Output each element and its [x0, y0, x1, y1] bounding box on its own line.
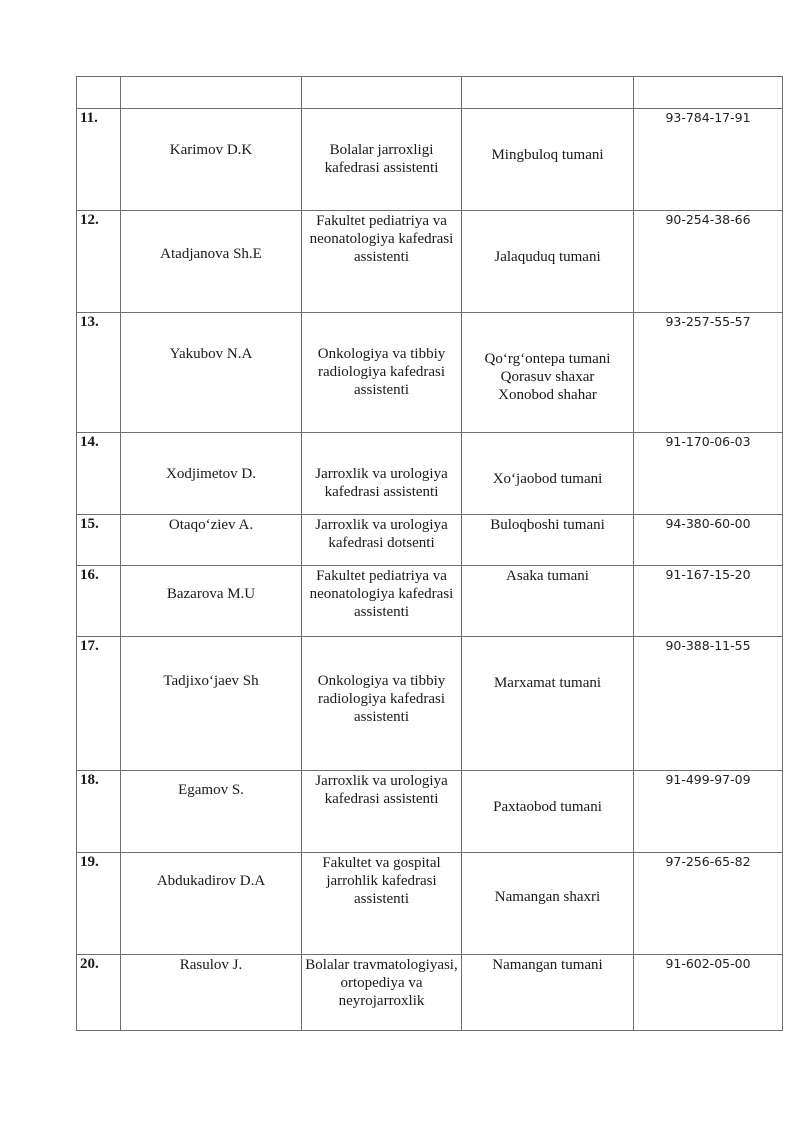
row-number: 18. [77, 771, 121, 853]
person-name: Karimov D.K [121, 109, 302, 211]
department: Fakultet pediatriya va neonatologiya kafedrasi assistenti [302, 566, 462, 637]
person-name: Atadjanova Sh.E [121, 211, 302, 313]
person-name: Rasulov J. [121, 955, 302, 1031]
department: Fakultet va gospital jarrohlik kafedrasi assistenti [302, 853, 462, 955]
table-header-row-empty [77, 77, 783, 109]
department: Bolalar jarroxligi kafedrasi assistenti [302, 109, 462, 211]
person-name: Otaqo‘ziev A. [121, 515, 302, 566]
table-row [77, 771, 783, 853]
row-number: 19. [77, 853, 121, 955]
person-name: Tadjixo‘jaev Sh [121, 637, 302, 771]
row-number: 12. [77, 211, 121, 313]
row-number: 16. [77, 566, 121, 637]
phone-number: 93-784-17-91 [634, 109, 783, 211]
district: Namangan tumani [462, 955, 634, 1031]
row-number: 14. [77, 433, 121, 515]
staff-district-table [76, 76, 783, 1031]
phone-number: 97-256-65-82 [634, 853, 783, 955]
person-name: Abdukadirov D.A [121, 853, 302, 955]
table-row [77, 566, 783, 637]
district: Marxamat tumani [462, 637, 634, 771]
row-number: 15. [77, 515, 121, 566]
department: Fakultet pediatriya va neonatologiya kafedrasi assistenti [302, 211, 462, 313]
person-name: Yakubov N.A [121, 313, 302, 433]
row-number: 13. [77, 313, 121, 433]
department: Onkologiya va tibbiy radiologiya kafedrasi assistenti [302, 637, 462, 771]
person-name: Bazarova M.U [121, 566, 302, 637]
district: Buloqboshi tumani [462, 515, 634, 566]
district: Jalaquduq tumani [462, 211, 634, 313]
table-row [77, 313, 783, 433]
department: Jarroxlik va urologiya kafedrasi assistenti [302, 771, 462, 853]
department: Jarroxlik va urologiya kafedrasi assistenti [302, 433, 462, 515]
row-number: 17. [77, 637, 121, 771]
person-name: Egamov S. [121, 771, 302, 853]
empty-header-cell [77, 77, 121, 109]
table-row [77, 515, 783, 566]
phone-number: 90-388-11-55 [634, 637, 783, 771]
district: Qo‘rg‘ontepa tumani Qorasuv shaxar Xonobod shahar [462, 313, 634, 433]
table-row [77, 211, 783, 313]
phone-number: 91-170-06-03 [634, 433, 783, 515]
department: Jarroxlik va urologiya kafedrasi dotsenti [302, 515, 462, 566]
table-row [77, 955, 783, 1031]
phone-number: 93-257-55-57 [634, 313, 783, 433]
district: Namangan shaxri [462, 853, 634, 955]
table-row [77, 109, 783, 211]
phone-number: 91-167-15-20 [634, 566, 783, 637]
table-row [77, 853, 783, 955]
department: Bolalar travmatologiyasi, ortopediya va neyrojarroxlik [302, 955, 462, 1031]
district: Paxtaobod tumani [462, 771, 634, 853]
district: Mingbuloq tumani [462, 109, 634, 211]
phone-number: 90-254-38-66 [634, 211, 783, 313]
phone-number: 91-499-97-09 [634, 771, 783, 853]
district: Asaka tumani [462, 566, 634, 637]
department: Onkologiya va tibbiy radiologiya kafedrasi assistenti [302, 313, 462, 433]
empty-header-cell [634, 77, 783, 109]
person-name: Xodjimetov D. [121, 433, 302, 515]
table-row [77, 637, 783, 771]
row-number: 20. [77, 955, 121, 1031]
phone-number: 94-380-60-00 [634, 515, 783, 566]
empty-header-cell [462, 77, 634, 109]
table-row [77, 433, 783, 515]
row-number: 11. [77, 109, 121, 211]
phone-number: 91-602-05-00 [634, 955, 783, 1031]
empty-header-cell [302, 77, 462, 109]
district: Xo‘jaobod tumani [462, 433, 634, 515]
empty-header-cell [121, 77, 302, 109]
